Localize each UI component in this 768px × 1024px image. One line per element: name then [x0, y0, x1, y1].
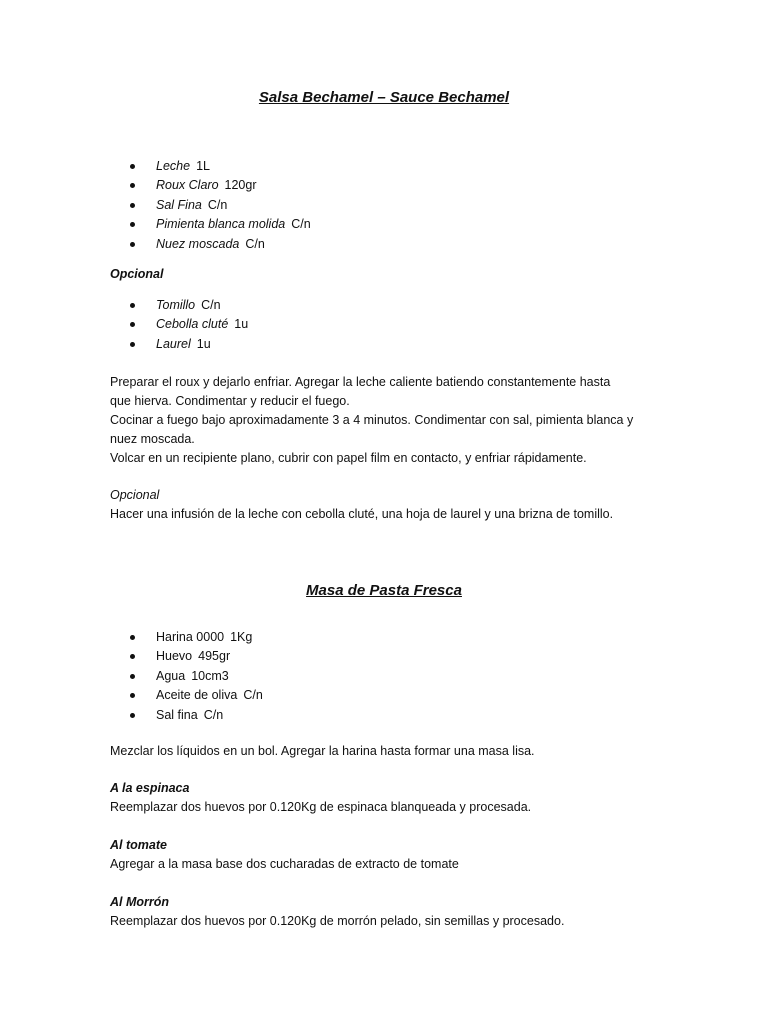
variant-text: Reemplazar dos huevos por 0.120Kg de espinaca blanqueada y procesada.: [110, 800, 532, 814]
variant-heading: Al tomate: [110, 838, 167, 852]
pasta-ingredient-list: [128, 628, 263, 725]
list-item: Nuez moscada C/n: [128, 235, 311, 254]
bechamel-optional-note-heading: Opcional: [110, 488, 160, 502]
bechamel-optional-heading: Opcional: [110, 267, 164, 281]
list-item: Pimienta blanca molida C/n: [128, 215, 311, 234]
list-item: Roux Claro 120gr: [128, 176, 311, 195]
list-item: Agua 10cm3: [128, 667, 263, 686]
instruction-line: Preparar el roux y dejarlo enfriar. Agregar la leche caliente batiendo constantemente hasta: [110, 375, 611, 389]
list-item: Sal fina C/n: [128, 706, 263, 725]
bechamel-optional-note: Hacer una infusión de la leche con cebolla cluté, una hoja de laurel y una brizna de tomillo.: [110, 507, 614, 521]
instruction-line: Volcar en un recipiente plano, cubrir con papel film en contacto, y enfriar rápidamente.: [110, 451, 587, 465]
pasta-instructions: Mezclar los líquidos en un bol. Agregar la harina hasta formar una masa lisa.: [110, 744, 535, 758]
bechamel-ingredient-list: [128, 157, 311, 254]
variant-text: Agregar a la masa base dos cucharadas de extracto de tomate: [110, 857, 459, 871]
list-item: Laurel 1u: [128, 335, 248, 354]
bechamel-optional-list: [128, 296, 248, 354]
variant-heading: A la espinaca: [110, 781, 190, 795]
list-item: Huevo 495gr: [128, 647, 263, 666]
instruction-line: que hierva. Condimentar y reducir el fuego.: [110, 394, 350, 408]
variant-heading: Al Morrón: [110, 895, 170, 909]
list-item: Cebolla cluté 1u: [128, 315, 248, 334]
list-item: Aceite de oliva C/n: [128, 686, 263, 705]
pasta-title: Masa de Pasta Fresca: [306, 582, 462, 599]
bechamel-instructions: [110, 373, 670, 468]
instruction-line: Cocinar a fuego bajo aproximadamente 3 a 4 minutos. Condimentar con sal, pimienta blanca y: [110, 413, 634, 427]
instruction-line: nuez moscada.: [110, 432, 195, 446]
variant-text: Reemplazar dos huevos por 0.120Kg de morrón pelado, sin semillas y procesado.: [110, 914, 565, 928]
list-item: Leche 1L: [128, 157, 311, 176]
list-item: Harina 0000 1Kg: [128, 628, 263, 647]
list-item: Tomillo C/n: [128, 296, 248, 315]
list-item: Sal Fina C/n: [128, 196, 311, 215]
bechamel-title: Salsa Bechamel – Sauce Bechamel: [258, 89, 510, 106]
